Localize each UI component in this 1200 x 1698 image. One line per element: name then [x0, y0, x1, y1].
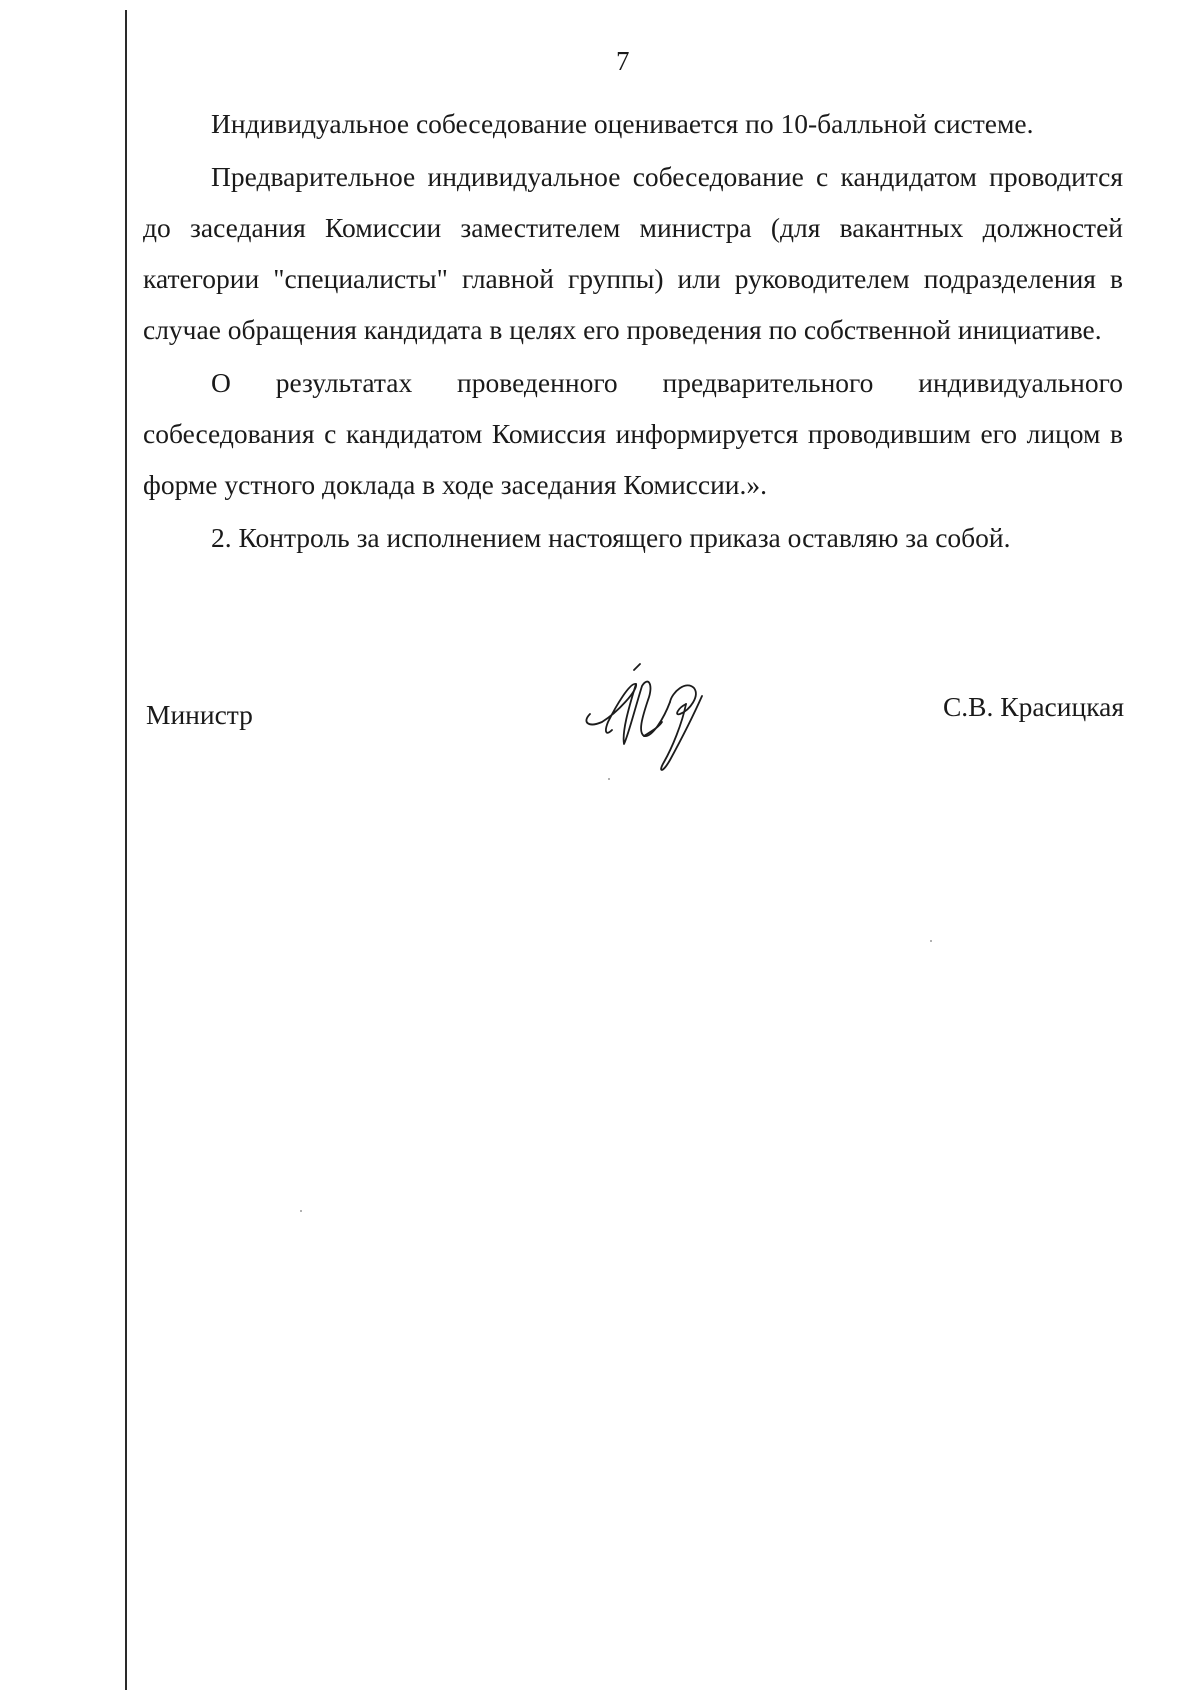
paragraph-preliminary-interview: Предварительное индивидуальное собеседование с кандидатом проводится до заседания Комиссии заместителем министра (для вакантных должностей категории "специалисты" главной группы) или руководителем подразделения в случае обращения кандидата в целях его проведения по собственной инициативе. — [143, 161, 1123, 345]
document-body — [143, 98, 1123, 563]
signatory-name: С.В. Красицкая — [942, 691, 1124, 722]
paragraph-control-clause: 2. Контроль за исполнением настоящего приказа оставляю за собой. — [211, 522, 1011, 553]
handwritten-signature — [578, 662, 728, 782]
page-number: 7 — [616, 46, 630, 76]
paragraph-interview-results: О результатах проведенного предварительного индивидуального собеседования с кандидатом Комиссия информируется проводившим его лицом в форме устного доклада в ходе заседания Комиссии.». — [143, 367, 1123, 500]
scan-speck — [300, 1210, 302, 1212]
scan-speck — [930, 940, 932, 942]
paragraph-scoring: Индивидуальное собеседование оценивается по 10-балльной системе. — [211, 108, 1034, 139]
scan-margin-line — [125, 10, 127, 1690]
signatory-position: Министр — [146, 699, 253, 730]
scan-speck — [608, 778, 610, 780]
